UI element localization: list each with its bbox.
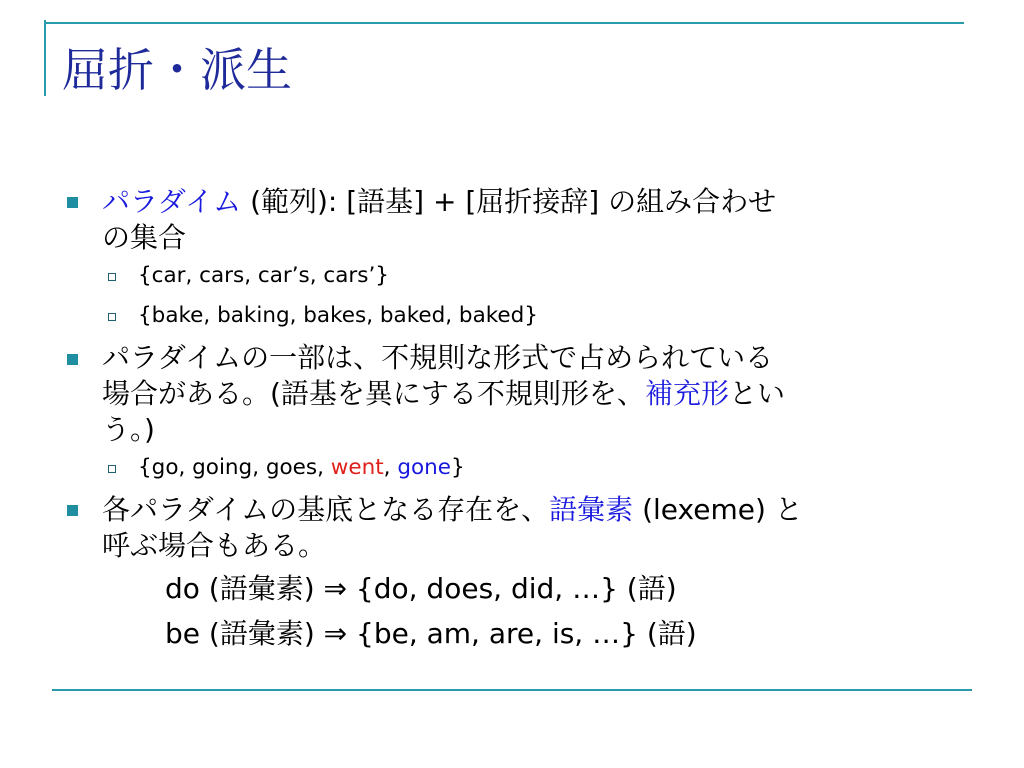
hollow-square-icon bbox=[108, 273, 116, 281]
bullet-square-icon bbox=[67, 354, 78, 365]
hollow-square-icon bbox=[108, 313, 116, 321]
example-go-suffix: } bbox=[450, 455, 465, 480]
example-car: {car, cars, car’s, cars’} bbox=[138, 263, 389, 288]
bullet-suppletion bbox=[102, 340, 952, 448]
bullet-paradigm-text-line2: の集合 bbox=[102, 221, 187, 254]
word-gone: gone bbox=[397, 455, 451, 480]
example-do: do (語彙素) ⇒ {do, does, did, …} (語) bbox=[165, 572, 677, 605]
bullet-suppletion-line3: う。) bbox=[102, 413, 155, 446]
example-go bbox=[138, 453, 465, 483]
term-lexeme: 語彙素 bbox=[549, 493, 634, 526]
example-be: be (語彙素) ⇒ {be, am, are, is, …} (語) bbox=[165, 617, 697, 650]
word-went: went bbox=[330, 455, 384, 480]
bullet-square-icon bbox=[67, 197, 78, 208]
bullet-paradigm bbox=[102, 184, 952, 256]
example-go-prefix: {go, going, goes, bbox=[138, 455, 331, 480]
footer-rule bbox=[52, 689, 972, 691]
title-accent-horizontal-rule bbox=[44, 22, 964, 24]
title-accent-vertical-rule bbox=[44, 20, 46, 96]
example-go-separator: , bbox=[383, 455, 398, 480]
bullet-lexeme-line1: 各パラダイムの基底となる存在を、 bbox=[102, 493, 550, 526]
term-suppletive-form: 補充形 bbox=[644, 377, 729, 410]
bullet-square-icon bbox=[67, 505, 78, 516]
bullet-lexeme-line2: 呼ぶ場合もある。 bbox=[102, 529, 327, 562]
bullet-suppletion-line2-end: とい bbox=[728, 377, 785, 410]
bullet-paradigm-text: (範列): [語基] + [屈折接辞] の組み合わせ bbox=[241, 185, 777, 218]
example-bake: {bake, baking, bakes, baked, baked} bbox=[138, 303, 538, 328]
bullet-suppletion-line2: 場合がある。(語基を異にする不規則形を、 bbox=[102, 377, 645, 410]
hollow-square-icon bbox=[108, 465, 116, 473]
bullet-lexeme-line1-end: (lexeme) と bbox=[633, 493, 803, 526]
term-paradigm: パラダイム bbox=[102, 185, 242, 218]
bullet-suppletion-line1: パラダイムの一部は、不規則な形式で占められている bbox=[102, 341, 774, 374]
page-title: 屈折・派生 bbox=[62, 43, 292, 97]
bullet-lexeme bbox=[102, 492, 952, 564]
